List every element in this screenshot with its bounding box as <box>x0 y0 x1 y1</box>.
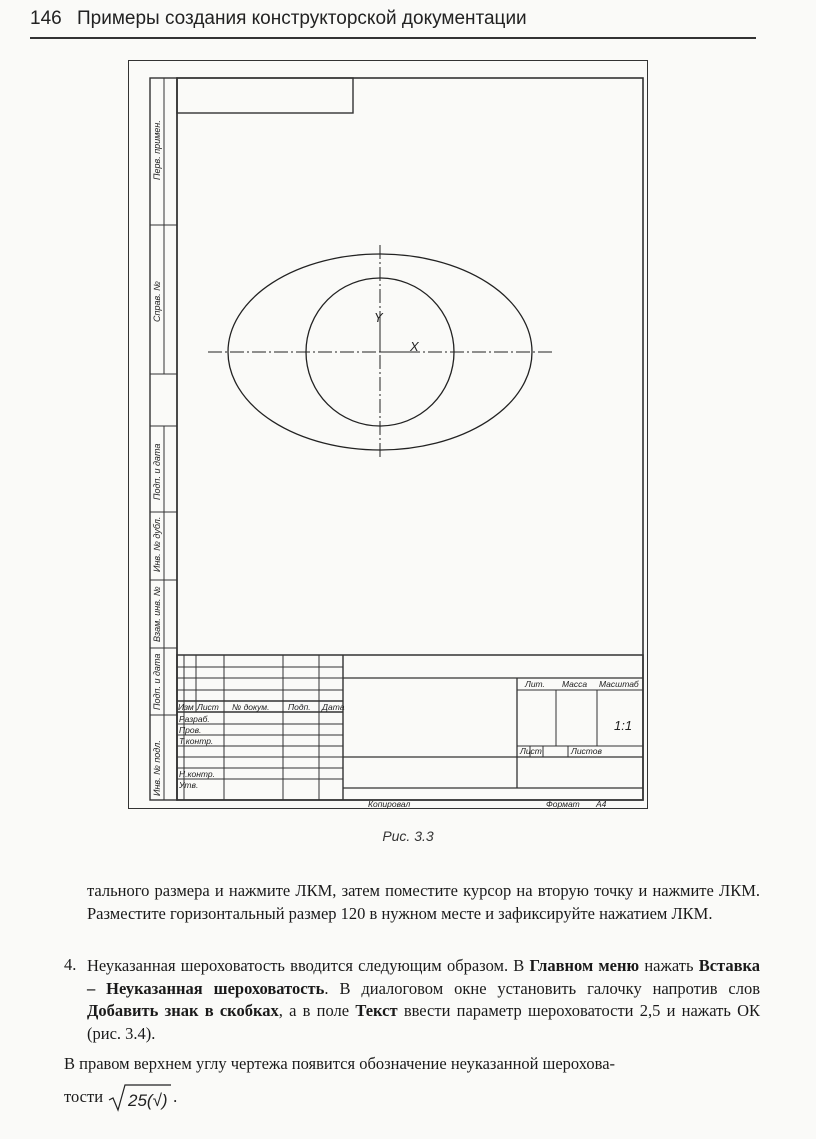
menu-term-insert: Вставка – Неуказанная шероховатость <box>87 956 761 998</box>
stamp-col-podp: Подп. <box>288 702 311 712</box>
side-label-podp-data-1: Подп. и дата <box>152 443 162 500</box>
stamp-row-utv: Утв. <box>179 780 199 790</box>
stamp-col-dokum: № докум. <box>232 702 270 712</box>
roughness-symbol <box>107 1082 173 1114</box>
sheet-border <box>129 61 648 809</box>
technical-drawing <box>128 60 648 810</box>
title-block <box>177 655 643 800</box>
stamp-row-tkontr: Т.контр. <box>179 736 214 746</box>
stamp-format: Формат <box>546 799 580 809</box>
menu-term-main: Главном меню <box>529 956 640 975</box>
side-label-vzam-inv: Взам. инв. № <box>152 586 162 642</box>
paragraph-result-end: тости 25(√) . <box>64 1082 177 1114</box>
stamp-col-data: Дата <box>322 702 345 712</box>
roughness-symbol-text: 25(√) <box>128 1091 168 1111</box>
side-label-inv-podl: Инв. № подл. <box>152 740 162 796</box>
figure-caption: Рис. 3.3 <box>382 828 434 844</box>
page-number: 146 <box>30 8 62 29</box>
option-term: Добавить знак в скобках <box>87 1001 279 1020</box>
stamp-sheets: Листов <box>571 746 602 756</box>
axis-x-label: X <box>410 339 419 354</box>
side-label-sprav-no: Справ. № <box>152 281 162 322</box>
paragraph-continuation: тального размера и нажмите ЛКМ, затем поместите курсор на вторую точку и нажмите ЛКМ. Разместите горизонтальный размер 120 в нужном месте и зафиксируйте нажатием ЛКМ. <box>87 881 760 923</box>
field-term: Текст <box>355 1001 398 1020</box>
stamp-row-razrab: Разраб. <box>179 714 210 724</box>
page-header <box>30 8 527 30</box>
stamp-mass: Масса <box>562 679 588 689</box>
paragraph-result: В правом верхнем углу чертежа появится обозначение неуказанной шерохова- <box>64 1054 616 1073</box>
side-label-podp-data-2: Подп. и дата <box>152 653 162 710</box>
stamp-format-value: A4 <box>596 799 607 809</box>
list-item-4: Неуказанная шероховатость вводится следующим образом. В Главном меню нажать Вставка – Неуказанная шероховатость. В диалоговом окне установить галочку напротив слов Добавить знак в скобках, а в поле Текст ввести параметр шероховатости 2,5 и нажать ОК (рис. 3.4). <box>87 956 761 1043</box>
stamp-scale: Масштаб <box>599 679 639 689</box>
running-title: Примеры создания конструкторской документации <box>76 8 527 29</box>
stamp-sheet: Лист <box>520 746 542 756</box>
stamp-row-nkontr: Н.контр. <box>179 769 215 779</box>
stamp-lit: Лит. <box>525 679 545 689</box>
side-label-inv-dubl: Инв. № дубл. <box>152 516 162 572</box>
list-item-number: 4. <box>64 955 77 974</box>
side-label-perv-primen: Перв. примен. <box>152 120 162 180</box>
stamp-scale-value: 1:1 <box>614 718 633 733</box>
stamp-copied: Копировал <box>368 799 411 809</box>
top-left-box <box>177 78 353 113</box>
stamp-col-izm: Изм <box>178 702 194 712</box>
stamp-row-prov: Пров. <box>179 725 202 735</box>
stamp-col-list: Лист <box>197 702 219 712</box>
axis-y-label: Y <box>374 310 383 325</box>
drawing-frame <box>177 78 643 800</box>
header-rule <box>30 37 756 39</box>
